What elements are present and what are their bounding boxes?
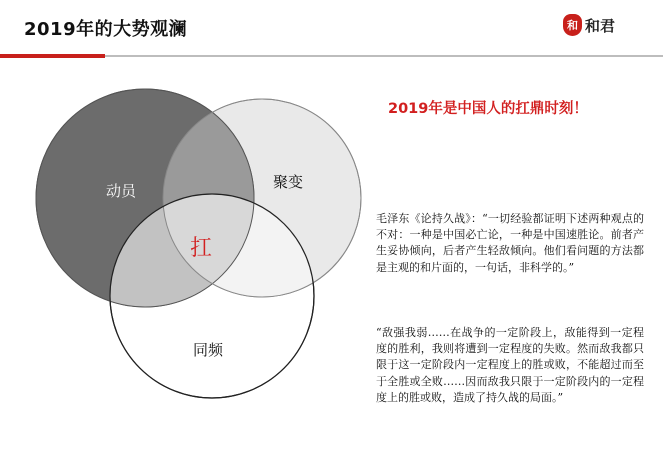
- page-title: 2019年的大势观澜: [24, 19, 188, 40]
- logo-seal-icon: 和: [563, 14, 582, 36]
- label-mobilize: 动员: [105, 182, 137, 200]
- quote-paragraph-2: “敌强我弱……在战争的一定阶段上，敌能得到一定程度的胜利，我则将遭到一定程度的失败。然而敌我都只限于这一定阶段内一定程度上的胜或败，不能超过而至于全胜或全败……因而敌我只限于一定阶段内的一定程度上的胜或败，造成了持久战的局面。”: [376, 326, 644, 404]
- headline: 2019年是中国人的扛鼎时刻！: [388, 101, 588, 117]
- logo-text: 和君: [585, 16, 616, 35]
- label-transform: 聚变: [272, 173, 304, 191]
- label-center: 扛: [189, 236, 213, 261]
- quote-paragraph-1: 毛泽东《论持久战》：“一切经验都证明下述两种观点的不对：一种是中国必亡论，一种是中国速胜论。前者产生妥协倾向，后者产生轻敌倾向。他们看问题的方法都是主观的和片面的，一句话，非科学的。”: [376, 212, 644, 274]
- label-sync: 同频: [192, 341, 224, 359]
